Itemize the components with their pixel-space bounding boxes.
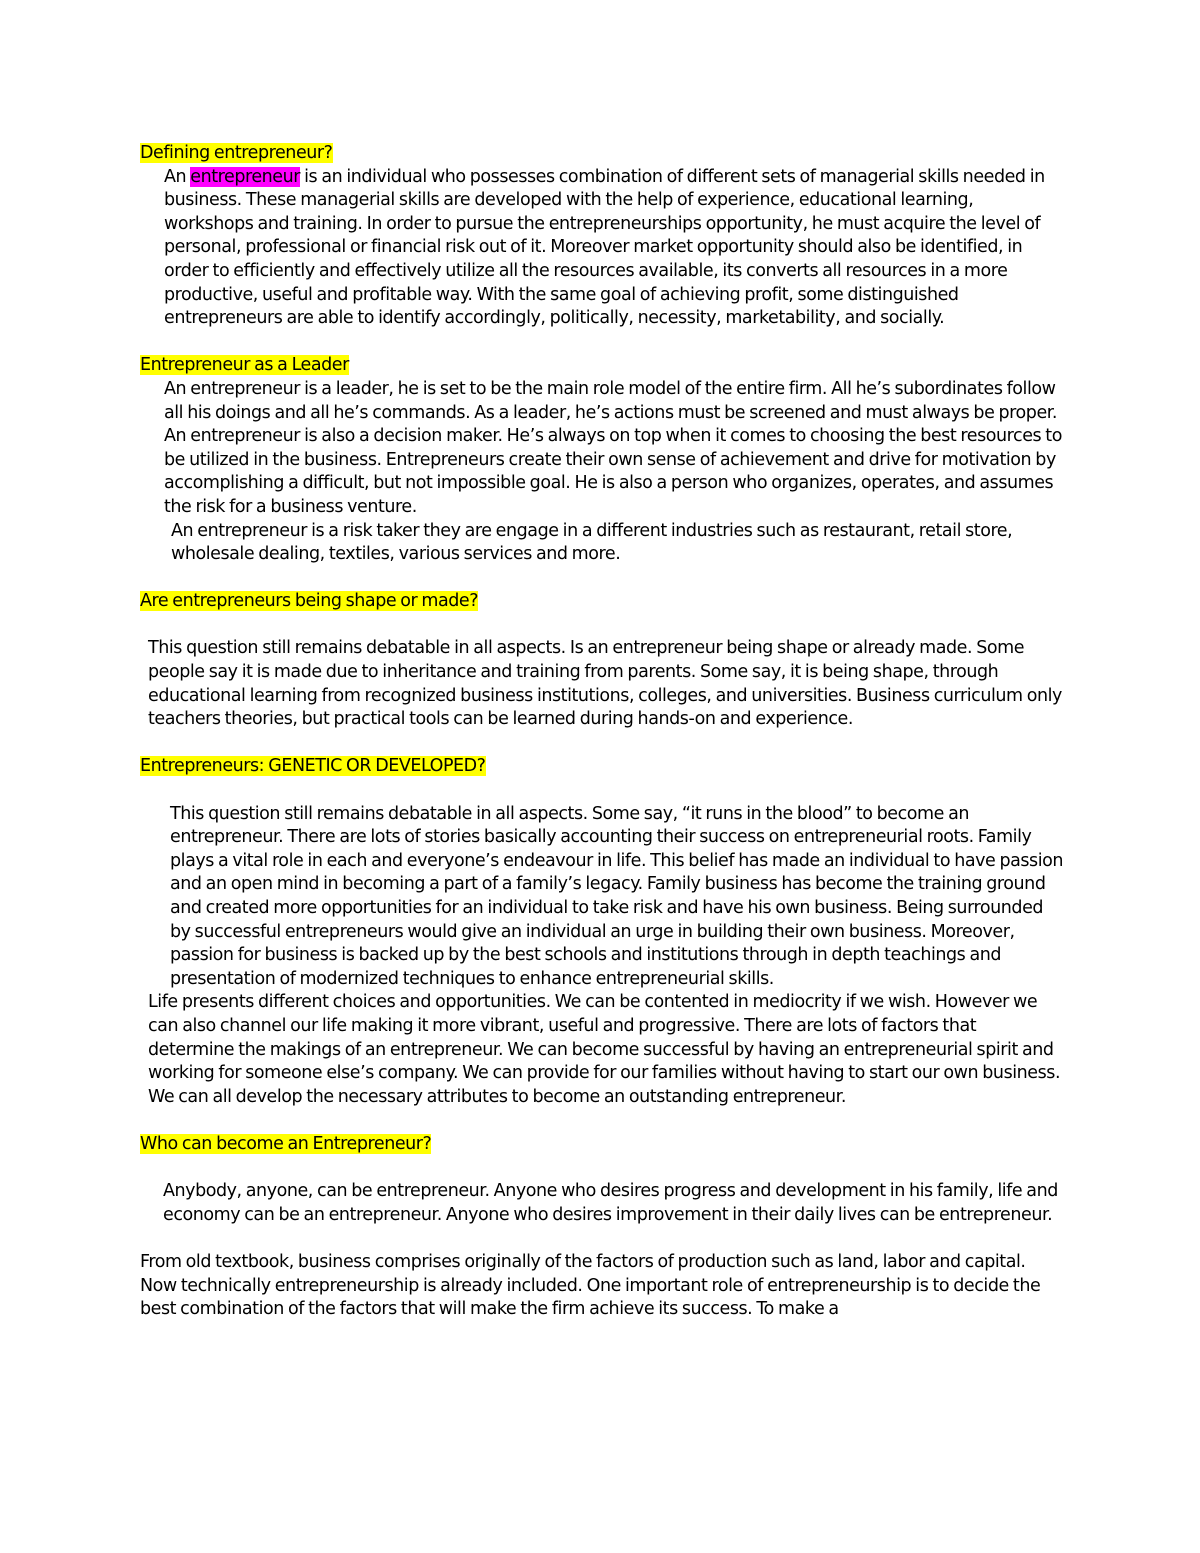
heading-text: Entrepreneur as a Leader bbox=[140, 355, 349, 376]
spacer bbox=[140, 779, 1065, 803]
heading-text: Entrepreneurs: GENETIC OR DEVELOPED? bbox=[140, 756, 486, 777]
spacer bbox=[140, 331, 1065, 355]
spacer bbox=[140, 1109, 1065, 1133]
paragraph-who-1: Anybody, anyone, can be entrepreneur. Anyone who desires progress and development in his family, life and economy can be an entrepreneur. Anyone who desires improvement in their daily lives can be entrepreneur. bbox=[163, 1181, 1058, 1225]
heading-text: Defining entrepreneur? bbox=[140, 143, 333, 163]
heading-entrepreneur-leader bbox=[140, 354, 1065, 378]
heading-who-can-become bbox=[140, 1133, 1065, 1157]
heading-shape-or-made bbox=[140, 590, 1065, 614]
spacer bbox=[140, 732, 1065, 756]
spacer bbox=[140, 1157, 1065, 1181]
paragraph-leader-2: An entrepreneur is a risk taker they are engage in a different industries such as restaurant, retail store, wholesale dealing, textiles, various services and more. bbox=[171, 520, 1013, 565]
heading-text: Are entrepreneurs being shape or made? bbox=[140, 591, 479, 612]
highlighted-word: entrepreneur bbox=[190, 166, 301, 187]
paragraph-defining bbox=[140, 166, 1065, 331]
paragraph-who-2: From old textbook, business comprises originally of the factors of production such as land, labor and capital. Now technically entrepreneurship is already included. One important role of entrepreneurship is to decide the best combination of the factors that will make the firm achieve its success. To make a bbox=[140, 1251, 1041, 1320]
heading-defining-entrepreneur bbox=[140, 142, 1065, 166]
spacer bbox=[140, 1227, 1065, 1251]
spacer bbox=[140, 567, 1065, 591]
paragraph-shape: This question still remains debatable in all aspects. Is an entrepreneur being shape or already made. Some people say it is made due to inheritance and training from parents. Some say, it is being shape, through educational learning from recognized business institutions, colleges, and universities. Business curriculum only teachers theories, but practical tools can be learned during hands-on and experience. bbox=[148, 638, 1062, 730]
paragraph-genetic-1: This question still remains debatable in all aspects. Some say, “it runs in the blood” to become an entrepreneur. There are lots of stories basically accounting their success on entrepreneurial roots. Family plays a vital role in each and everyone’s endeavour in life. This belief has made an individual to have passion and an open mind in becoming a part of a family’s legacy. Family business has become the training ground and created more opportunities for an individual to take risk and have his own business. Being surrounded by successful entrepreneurs would give an individual an urge in building their own business. Moreover, passion for business is backed up by the best schools and institutions through in depth teachings and presentation of modernized techniques to enhance entrepreneurial skills. bbox=[170, 803, 1064, 989]
heading-text: Who can become an Entrepreneur? bbox=[140, 1133, 432, 1154]
heading-genetic-developed bbox=[140, 755, 1065, 779]
spacer bbox=[140, 614, 1065, 638]
paragraph-text: is an individual who possesses combination of different sets of managerial skills needed in business. These managerial skills are developed with the help of experience, educational learning, workshops and training. In order to pursue the entrepreneurships opportunity, he must acquire the level of personal, professional or financial risk out of it. Moreover market opportunity should also be identified, in order to efficiently and effectively utilize all the resources available, its converts all resources in a more productive, useful and profitable way. With the same goal of achieving profit, some distinguished entrepreneurs are able to identify accordingly, politically, necessity, marketability, and socially. bbox=[164, 166, 1045, 329]
paragraph-leader-1: An entrepreneur is a leader, he is set to be the main role model of the entire firm. All he’s subordinates follow all his doings and all he’s commands. As a leader, he’s actions must be screened and must always be proper. An entrepreneur is also a decision maker. He’s always on top when it comes to choosing the best resources to be utilized in the business. Entrepreneurs create their own sense of achievement and drive for motivation by accomplishing a difficult, but not impossible goal. He is also a person who organizes, operates, and assumes the risk for a business venture. bbox=[164, 378, 1062, 517]
document-body bbox=[140, 142, 1065, 1322]
paragraph-lead: An bbox=[164, 166, 191, 187]
paragraph-genetic-2: Life presents different choices and opportunities. We can be contented in mediocrity if we wish. However we can also channel our life making it more vibrant, useful and progressive. There are lots of factors that determine the makings of an entrepreneur. We can become successful by having an entrepreneurial spirit and working for someone else’s company. We can provide for our families without having to start our own business. We can all develop the necessary attributes to become an outstanding entrepreneur. bbox=[148, 992, 1061, 1107]
